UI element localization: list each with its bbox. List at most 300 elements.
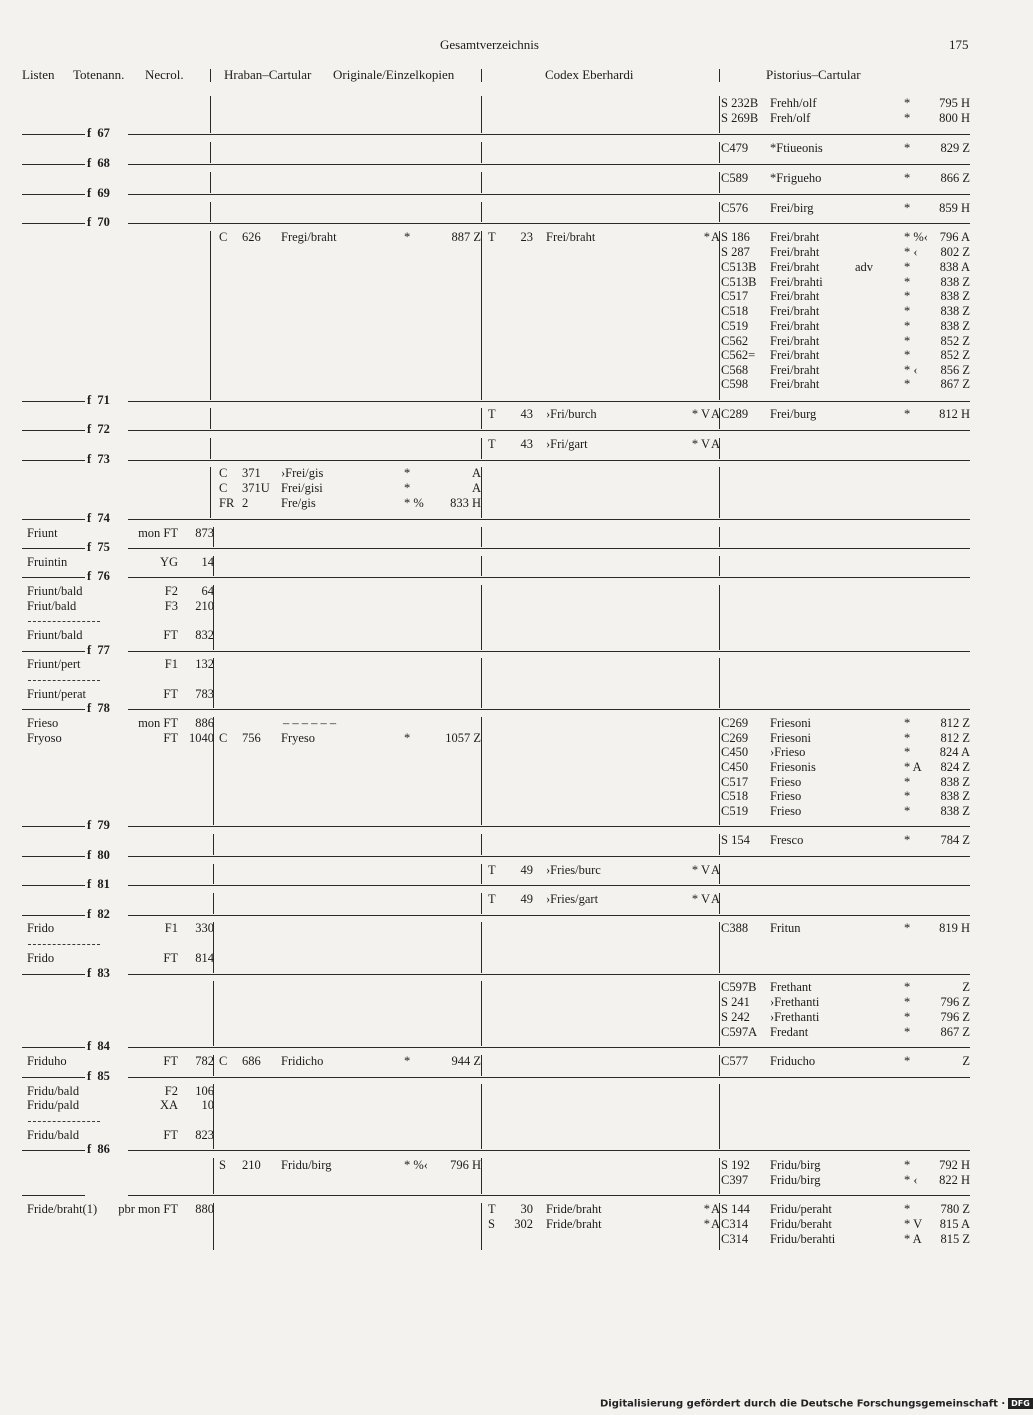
folio-separator (22, 519, 85, 520)
column-divider (213, 834, 214, 855)
column-header-codex-eberhardi: Codex Eberhardi (545, 67, 634, 82)
folio-separator (128, 1047, 970, 1048)
column-divider (719, 142, 720, 163)
column-divider (481, 1084, 482, 1149)
column-divider (719, 231, 720, 400)
cell-pc: C450 (721, 760, 749, 774)
folio-marker: f 68 (87, 156, 110, 170)
folio-separator (22, 856, 85, 857)
column-divider (481, 467, 482, 518)
column-divider (210, 202, 211, 222)
cell-cf: * (703, 230, 710, 244)
folio-marker: f 73 (87, 452, 110, 466)
cell-pd: 829 Z (940, 141, 970, 155)
cell-pd: 838 Z (940, 319, 970, 333)
cell-pf: * (904, 1010, 911, 1024)
cell-pn: Fritun (770, 921, 801, 935)
cell-pn: Frei/braht (770, 377, 820, 391)
cell-ln: Fride/braht(1) (27, 1202, 98, 1216)
folio-separator (128, 430, 970, 431)
cell-pn: Frieso (770, 804, 802, 818)
column-divider (481, 717, 482, 825)
column-divider (719, 172, 720, 193)
column-divider (481, 1203, 482, 1250)
cell-pf: * %‹ (904, 230, 928, 244)
cell-hl: C (219, 731, 228, 745)
folio-marker: f 80 (87, 848, 110, 862)
column-divider (210, 231, 211, 400)
cell-ld: 1040 (189, 731, 214, 745)
cell-ld: 873 (195, 526, 214, 540)
column-divider (719, 467, 720, 518)
cell-pf: * (904, 407, 911, 421)
cell-pd: 812 Z (940, 716, 970, 730)
cell-pc: C513B (721, 260, 757, 274)
folio-separator (128, 223, 970, 224)
cell-cl: T (488, 230, 496, 244)
cell-cn: 30 (520, 1202, 533, 1216)
cell-pf: * (904, 1054, 911, 1068)
column-divider (481, 202, 482, 222)
cell-ld: 14 (201, 555, 214, 569)
cell-pn: ›Frethanti (770, 1010, 820, 1024)
cell-cl: T (488, 407, 496, 421)
column-divider (481, 864, 482, 884)
cell-lt: F1 (164, 657, 178, 671)
column-divider (213, 981, 214, 1046)
cell-pn: Friesoni (770, 731, 811, 745)
cell-hname: ›Frei/gis (281, 466, 324, 480)
folio-separator (22, 651, 85, 652)
cell-pd: 815 Z (940, 1232, 970, 1246)
cell-pd: 796 A (939, 230, 970, 244)
column-divider (481, 231, 482, 400)
cell-pn: Frei/brahti (770, 275, 823, 289)
folio-separator (128, 577, 970, 578)
cell-pn: Friesonis (770, 760, 816, 774)
list-divider-dashed (28, 1121, 100, 1122)
column-divider (481, 1055, 482, 1076)
cell-pn: Frei/braht (770, 363, 820, 377)
cell-cl: T (488, 437, 496, 451)
folio-separator (22, 1047, 85, 1048)
cell-ld: 64 (201, 584, 214, 598)
cell-pd: 838 A (939, 260, 970, 274)
cell-pn: Frei/braht (770, 348, 820, 362)
cell-hname: Fridu/birg (281, 1158, 332, 1172)
cell-lt: F2 (164, 584, 178, 598)
cell-pf: * (904, 995, 911, 1009)
column-divider (210, 467, 211, 518)
cell-hl: S (219, 1158, 226, 1172)
cell-pn: Fridu/berahti (770, 1232, 836, 1246)
cell-cx: A (710, 863, 720, 877)
cell-lt: FT (163, 628, 178, 642)
cell-hname: Fregi/braht (281, 230, 337, 244)
cell-pf: * (904, 716, 911, 730)
cell-pn: Friducho (770, 1054, 816, 1068)
cell-ln: Fruintin (27, 555, 68, 569)
cell-pd: 784 Z (940, 833, 970, 847)
folio-marker: f 84 (87, 1039, 110, 1053)
cell-cn: 43 (520, 437, 533, 451)
cell-hl: C (219, 230, 228, 244)
cell-hd: 796 H (450, 1158, 481, 1172)
column-divider (213, 864, 214, 884)
cell-hname: Fre/gis (281, 496, 316, 510)
cell-ln: Friunt/bald (27, 628, 83, 642)
column-header-hraban-cartular: Hraban–Cartular (224, 67, 312, 82)
cell-pn: Frei/braht (770, 289, 820, 303)
cell-pn: Fridu/birg (770, 1173, 821, 1187)
cell-hf: * %‹ (404, 1158, 428, 1172)
column-divider (719, 556, 720, 576)
cell-hd: 1057 Z (445, 731, 481, 745)
cell-pc: C269 (721, 731, 749, 745)
folio-separator (128, 164, 970, 165)
cell-pn: Frei/braht (770, 304, 820, 318)
cell-pd: 867 Z (940, 1025, 970, 1039)
cell-pf: * (904, 96, 911, 110)
cell-hf: * (404, 466, 411, 480)
cell-pf: * (904, 804, 911, 818)
cell-pf: * ‹ (904, 363, 918, 377)
cell-pd: 795 H (939, 96, 970, 110)
column-header-totenann: Totenann. (73, 67, 125, 82)
header-column-divider (481, 69, 482, 82)
column-divider (481, 834, 482, 855)
cell-ld: 886 (195, 716, 214, 730)
cell-ld: 330 (195, 921, 214, 935)
folio-separator (128, 885, 970, 886)
cell-pd: 802 Z (940, 245, 970, 259)
cell-pf: * ‹ (904, 245, 918, 259)
column-divider (481, 172, 482, 193)
list-divider-dashed (28, 944, 100, 945)
cell-lt: pbr mon FT (118, 1202, 178, 1216)
column-divider (719, 922, 720, 973)
cell-pf: * A (904, 760, 922, 774)
column-divider (210, 142, 211, 163)
cell-cl: T (488, 863, 496, 877)
column-divider (481, 408, 482, 429)
folio-marker: f 79 (87, 818, 110, 832)
cell-ln: Friut/bald (27, 599, 77, 613)
cell-hl: C (219, 1054, 228, 1068)
cell-pd: 838 Z (940, 304, 970, 318)
cell-ln: Friunt/pert (27, 657, 81, 671)
column-divider (719, 658, 720, 708)
cell-hn: 756 (242, 731, 261, 745)
cell-ln: Fridu/bald (27, 1084, 80, 1098)
cell-pc: C518 (721, 789, 749, 803)
cell-ln: Friduho (27, 1054, 67, 1068)
folio-marker: f 72 (87, 422, 110, 436)
cell-cx: A (710, 1217, 720, 1231)
column-divider (210, 408, 211, 429)
folio-separator (128, 1150, 970, 1151)
cell-pd: 796 Z (940, 995, 970, 1009)
column-divider (210, 96, 211, 133)
cell-lt: F3 (164, 599, 178, 613)
cell-cname: ›Fri/burch (546, 407, 597, 421)
cell-hf: * (404, 1054, 411, 1068)
cell-hd: 833 H (450, 496, 481, 510)
cell-pc: S 287 (721, 245, 750, 259)
cell-cn: 302 (514, 1217, 533, 1231)
cell-pn: *Frigueho (770, 171, 822, 185)
cell-pc: C517 (721, 775, 749, 789)
cell-pf: * (904, 111, 911, 125)
folio-separator (22, 974, 85, 975)
cell-pc: S 192 (721, 1158, 750, 1172)
cell-lt: FT (163, 951, 178, 965)
cell-lt: XA (159, 1098, 178, 1112)
cell-cn: 23 (520, 230, 533, 244)
column-divider (719, 585, 720, 650)
cell-pn: Freh/olf (770, 111, 811, 125)
cell-pc: C577 (721, 1054, 749, 1068)
cell-hl: C (219, 466, 228, 480)
cell-pc: S 144 (721, 1202, 750, 1216)
cell-ln: Frido (27, 951, 55, 965)
cell-pf: * (904, 334, 911, 348)
cell-pd: 852 Z (940, 348, 970, 362)
cell-ln: Friunt/bald (27, 584, 83, 598)
folio-separator (22, 194, 85, 195)
cell-ld: 106 (195, 1084, 214, 1098)
cell-orig: – – – – – – (283, 716, 337, 730)
cell-hd: 887 Z (451, 230, 481, 244)
folio-marker: f 74 (87, 511, 110, 525)
folio-marker: f 81 (87, 877, 110, 891)
cell-pn: Frieso (770, 789, 802, 803)
folio-separator (128, 856, 970, 857)
cell-lt: mon FT (138, 716, 178, 730)
folio-marker: f 69 (87, 186, 110, 200)
cell-pd: 822 H (939, 1173, 970, 1187)
column-divider (719, 1055, 720, 1076)
cell-pc: C314 (721, 1232, 749, 1246)
cell-pd: 812 H (939, 407, 970, 421)
cell-pd: 824 A (939, 745, 970, 759)
folio-marker: f 70 (87, 215, 110, 229)
folio-marker: f 71 (87, 393, 110, 407)
cell-ln: Friunt/perat (27, 687, 87, 701)
cell-pf: * (904, 377, 911, 391)
cell-pn: Fridu/beraht (770, 1217, 832, 1231)
cell-pn: ›Frethanti (770, 995, 820, 1009)
column-divider (481, 96, 482, 133)
cell-pf: * A (904, 1232, 922, 1246)
cell-pc: S 186 (721, 230, 750, 244)
cell-pc: C562 (721, 334, 749, 348)
folio-separator (22, 430, 85, 431)
folio-marker: f 82 (87, 907, 110, 921)
folio-marker: f 75 (87, 540, 110, 554)
cell-hname: Frei/gisi (281, 481, 323, 495)
cell-pd: 838 Z (940, 275, 970, 289)
cell-pn: Fresco (770, 833, 804, 847)
cell-pd: 856 Z (940, 363, 970, 377)
column-divider (719, 96, 720, 133)
cell-pf: * ‹ (904, 1173, 918, 1187)
folio-separator (128, 401, 970, 402)
cell-cname: ›Fri/gart (546, 437, 588, 451)
cell-pc: C568 (721, 363, 749, 377)
cell-pn: Frei/braht (770, 319, 820, 333)
cell-pn: Frethant (770, 980, 812, 994)
cell-hd: A (471, 466, 481, 480)
cell-pf: * (904, 289, 911, 303)
cell-cx: A (710, 230, 720, 244)
cell-pd: 819 H (939, 921, 970, 935)
cell-ln: Fridu/pald (27, 1098, 80, 1112)
cell-hl: C (219, 481, 228, 495)
folio-separator (22, 223, 85, 224)
folio-marker: f 78 (87, 701, 110, 715)
folio-separator (128, 460, 970, 461)
cell-pc: C388 (721, 921, 749, 935)
cell-pf: * (904, 980, 911, 994)
cell-ln: Frieso (27, 716, 59, 730)
cell-hf: * % (404, 496, 424, 510)
cell-pn: Fredant (770, 1025, 809, 1039)
column-divider (719, 202, 720, 222)
cell-pn: Frei/braht (770, 245, 820, 259)
cell-ln: Fridu/bald (27, 1128, 80, 1142)
cell-pc: C314 (721, 1217, 749, 1231)
cell-pn: Frei/birg (770, 201, 814, 215)
cell-hd: 944 Z (451, 1054, 481, 1068)
cell-pd: 859 H (939, 201, 970, 215)
column-divider (210, 172, 211, 193)
header-column-divider (210, 69, 211, 82)
cell-cf: * V (691, 437, 710, 451)
cell-pn: Fridu/peraht (770, 1202, 832, 1216)
footer-text: Digitalisierung gefördert durch die Deutsche Forschungsgemeinschaft (600, 1398, 998, 1410)
cell-hd: A (471, 481, 481, 495)
cell-pn: Friesoni (770, 716, 811, 730)
cell-pc: C519 (721, 319, 749, 333)
cell-pd: 780 Z (940, 1202, 970, 1216)
column-divider (213, 893, 214, 914)
cell-pf: * (904, 1202, 911, 1216)
footer-credit: Digitalisierung gefördert durch die Deutsche Forschungsgemeinschaft · DFG (600, 1398, 996, 1415)
cell-pe: adv (855, 260, 874, 274)
column-divider (481, 585, 482, 650)
column-divider (481, 142, 482, 163)
cell-pf: * (904, 201, 911, 215)
cell-pf: * (904, 731, 911, 745)
cell-pc: S 269B (721, 111, 759, 125)
cell-pf: * V (904, 1217, 923, 1231)
cell-cname: Frei/braht (546, 230, 596, 244)
cell-pd: 815 A (939, 1217, 970, 1231)
cell-hname: Fridicho (281, 1054, 324, 1068)
column-header-listen: Listen (22, 67, 55, 82)
cell-ld: 783 (195, 687, 214, 701)
cell-cname: ›Fries/burc (546, 863, 601, 877)
cell-ld: 832 (195, 628, 214, 642)
folio-separator (22, 164, 85, 165)
folio-separator (22, 401, 85, 402)
cell-pn: ›Frieso (770, 745, 806, 759)
cell-pc: C597A (721, 1025, 758, 1039)
cell-cx: A (710, 407, 720, 421)
folio-separator (22, 548, 85, 549)
column-divider (481, 556, 482, 576)
cell-pf: * (904, 775, 911, 789)
cell-pd: 800 H (939, 111, 970, 125)
cell-ld: 210 (195, 599, 214, 613)
cell-cf: * V (691, 892, 710, 906)
list-divider-dashed (28, 621, 100, 622)
cell-cn: 49 (520, 863, 533, 877)
cell-pf: * (904, 141, 911, 155)
cell-pn: Frei/braht (770, 230, 820, 244)
column-divider (481, 893, 482, 914)
cell-pd: 812 Z (940, 731, 970, 745)
cell-hname: Fryeso (281, 731, 316, 745)
cell-ln: Frido (27, 921, 55, 935)
cell-pd: 838 Z (940, 775, 970, 789)
dfg-logo: DFG (1008, 1398, 1033, 1409)
cell-pc: C576 (721, 201, 749, 215)
cell-pc: C269 (721, 716, 749, 730)
cell-hn: 686 (242, 1054, 261, 1068)
cell-pc: C589 (721, 171, 749, 185)
cell-pc: C517 (721, 289, 749, 303)
cell-pc: S 242 (721, 1010, 750, 1024)
folio-separator (22, 709, 85, 710)
folio-separator (22, 915, 85, 916)
column-divider (481, 981, 482, 1046)
cell-ld: 10 (201, 1098, 214, 1112)
page-number: 175 (949, 37, 969, 52)
cell-cname: ›Fries/gart (546, 892, 599, 906)
column-divider (481, 438, 482, 459)
cell-cx: A (710, 437, 720, 451)
cell-lt: F1 (164, 921, 178, 935)
cell-cf: * V (691, 407, 710, 421)
cell-pc: C289 (721, 407, 749, 421)
folio-separator (128, 519, 970, 520)
cell-hn: 626 (242, 230, 261, 244)
cell-pc: C597B (721, 980, 757, 994)
cell-cf: * (703, 1217, 710, 1231)
cell-hl: FR (219, 496, 235, 510)
cell-hn: 210 (242, 1158, 261, 1172)
cell-ld: 880 (195, 1202, 214, 1216)
cell-pc: C397 (721, 1173, 749, 1187)
folio-separator (128, 548, 970, 549)
cell-lt: FT (163, 731, 178, 745)
cell-pc: S 232B (721, 96, 759, 110)
cell-pf: * (904, 304, 911, 318)
cell-pc: C598 (721, 377, 749, 391)
cell-pf: * (904, 1025, 911, 1039)
cell-pc: C519 (721, 804, 749, 818)
cell-lt: YG (159, 555, 178, 569)
column-divider (481, 1158, 482, 1194)
cell-pd: 838 Z (940, 804, 970, 818)
cell-pc: S 154 (721, 833, 750, 847)
page-title: Gesamtverzeichnis (440, 37, 539, 52)
cell-pd: Z (962, 1054, 970, 1068)
cell-hn: 371 (242, 466, 261, 480)
cell-hf: * (404, 230, 411, 244)
